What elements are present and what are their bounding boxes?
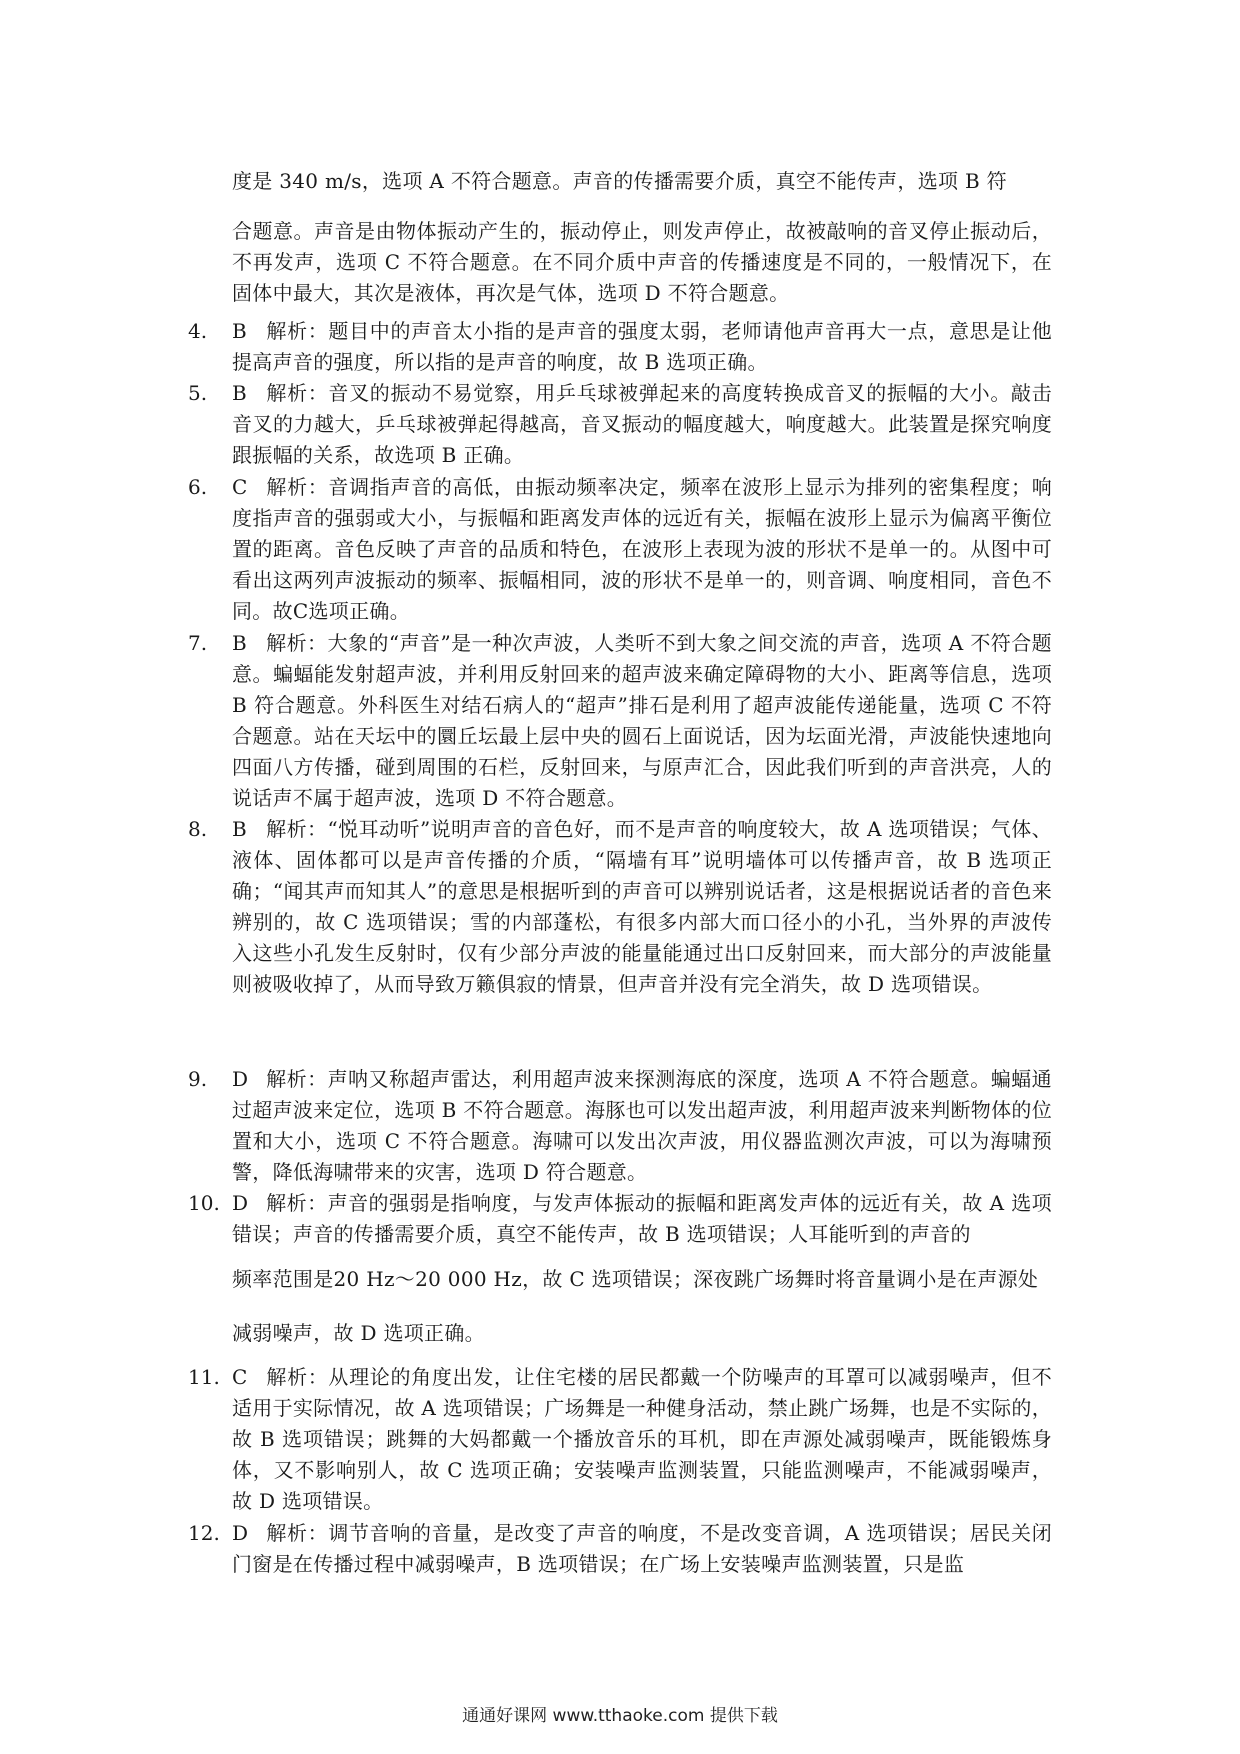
item-explanation: 解析：音叉的振动不易觉察，用乒乓球被弹起来的高度转换成音叉的振幅的大小。敲击音叉的力越大，乒乓球被弹起得越高，音叉振动的幅度越大，响度越大。此装置是探究响度跟振幅的关系，故选项 B 正确。 — [232, 381, 1052, 467]
item-number: 6. — [188, 475, 208, 499]
item-answer: B — [232, 319, 247, 343]
item-explanation: 解析：大象的“声音”是一种次声波，人类听不到大象之间交流的声音，选项 A 不符合题意。蝙蝠能发射超声波，并利用反射回来的超声波来确定障碍物的大小、距离等信息，选项 B 符合题意。外科医生对结石病人的“超声”排石是利用了超声波能传递能量，选项 C 不符合题意。站在天坛中的圜丘坛最上层中央的圆石上面说话，因为坛面光滑，声波能快速地向四面八方传播，碰到周围的石栏，反射回来，与原声汇合，因此我们听到的声音洪亮，人的说话声不属于超声波，选项 D 不符合题意。 — [232, 631, 1052, 810]
continuation-line-1: 度是 340 m/s，选项 A 不符合题意。声音的传播需要介质，真空不能传声，选项 B 符 — [232, 169, 1007, 193]
item-answer: B — [232, 631, 247, 655]
item-answer: B — [232, 817, 247, 841]
continuation-paragraph: 合题意。声音是由物体振动产生的，振动停止，则发声停止，故被敲响的音叉停止振动后，不再发声，选项 C 不符合题意。在不同介质中声音的传播速度是不同的，一般情况下，在固体中最大，其次是液体，再次是气体，选项 D 不符合题意。 — [232, 219, 1052, 305]
item-explanation: 解析：题目中的声音太小指的是声音的强度太弱，老师请他声音再大一点，意思是让他提高声音的强度，所以指的是声音的响度，故 B 选项正确。 — [232, 319, 1052, 374]
item-number: 7. — [188, 631, 208, 655]
item-answer: D — [232, 1191, 249, 1215]
item-answer: D — [232, 1067, 249, 1091]
item-10-continuation-2: 减弱噪声，故 D 选项正确。 — [232, 1321, 485, 1345]
item-explanation: 解析：“悦耳动听”说明声音的音色好，而不是声音的响度较大，故 A 选项错误；气体、液体、固体都可以是声音传播的介质，“隔墙有耳”说明墙体可以传播声音，故 B 选项正确；“闻其声而知其人”的意思是根据听到的声音可以辨别说话者，这是根据说话者的音色来辨别的，故 C 选项错误；雪的内部蓬松，有很多内部大而口径小的小孔，当外界的声波传入这些小孔发生反射时，仅有少部分声波的能量能通过出口反射回来，而大部分的声波能量则被吸收掉了，从而导致万籁俱寂的情景，但声音并没有完全消失，故 D 选项错误。 — [232, 817, 1052, 996]
answer-item-9 — [188, 1064, 1052, 1188]
answer-item-4 — [188, 316, 1052, 378]
answer-item-7 — [188, 628, 1052, 814]
item-number: 12. — [188, 1521, 220, 1545]
answer-item-6 — [188, 472, 1052, 627]
item-number: 5. — [188, 381, 208, 405]
item-answer: C — [232, 1365, 248, 1389]
item-explanation: 解析：声呐又称超声雷达，利用超声波来探测海底的深度，选项 A 不符合题意。蝙蝠通过超声波来定位，选项 B 不符合题意。海豚也可以发出超声波，利用超声波来判断物体的位置和大小，选项 C 不符合题意。海啸可以发出次声波，用仪器监测次声波，可以为海啸预警，降低海啸带来的灾害，选项 D 符合题意。 — [232, 1067, 1053, 1184]
item-10-continuation-1: 频率范围是20 Hz～20 000 Hz，故 C 选项错误；深夜跳广场舞时将音量调小是在声源处 — [232, 1267, 1039, 1291]
item-answer: C — [232, 475, 248, 499]
item-number: 10. — [188, 1191, 220, 1215]
answer-item-5 — [188, 378, 1052, 471]
item-explanation: 解析：声音的强弱是指响度，与发声体振动的振幅和距离发声体的远近有关，故 A 选项错误；声音的传播需要介质，真空不能传声，故 B 选项错误；人耳能听到的声音的 — [232, 1191, 1052, 1246]
item-explanation: 解析：调节音响的音量，是改变了声音的响度，不是改变音调，A 选项错误；居民关闭门窗是在传播过程中减弱噪声，B 选项错误；在广场上安装噪声监测装置，只是监 — [232, 1521, 1052, 1576]
item-number: 9. — [188, 1067, 208, 1091]
page-footer: 通通好课网 www.tthaoke.com 提供下载 — [462, 1706, 778, 1726]
item-number: 4. — [188, 319, 208, 343]
answer-item-11 — [188, 1362, 1052, 1517]
answer-item-8 — [188, 814, 1052, 1000]
item-number: 8. — [188, 817, 208, 841]
item-answer: D — [232, 1521, 249, 1545]
answer-item-12 — [188, 1518, 1052, 1580]
item-explanation: 解析：从理论的角度出发，让住宅楼的居民都戴一个防噪声的耳罩可以减弱噪声，但不适用于实际情况，故 A 选项错误；广场舞是一种健身活动，禁止跳广场舞，也是不实际的，故 B 选项错误；跳舞的大妈都戴一个播放音乐的耳机，即在声源处减弱噪声，既能锻炼身体，又不影响别人，故 C 选项正确；安装噪声监测装置，只能监测噪声，不能减弱噪声，故 D 选项错误。 — [232, 1365, 1052, 1513]
item-answer: B — [232, 381, 247, 405]
item-number: 11. — [188, 1365, 220, 1389]
item-explanation: 解析：音调指声音的高低，由振动频率决定，频率在波形上显示为排列的密集程度；响度指声音的强弱或大小，与振幅和距离发声体的远近有关，振幅在波形上显示为偏离平衡位置的距离。音色反映了声音的品质和特色，在波形上表现为波的形状不是单一的。从图中可看出这两列声波振动的频率、振幅相同，波的形状不是单一的，则音调、响度相同，音色不同。故C选项正确。 — [232, 475, 1052, 623]
answer-item-10 — [188, 1188, 1052, 1250]
